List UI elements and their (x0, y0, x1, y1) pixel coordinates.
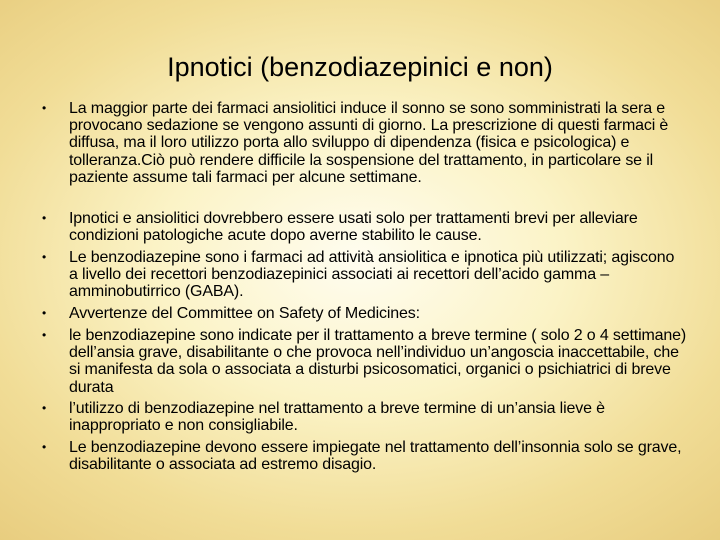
bullet-dot-icon: • (42, 440, 47, 454)
bullet-dot-icon: • (42, 250, 47, 264)
bullet-text: Ipnotici e ansiolitici dovrebbero essere usati solo per trattamenti brevi per alleviare condizioni patologiche acute dopo averne stabilito le cause. (69, 210, 638, 245)
bullet-dot-icon: • (42, 328, 47, 342)
bullet-text: Avvertenze del Committee on Safety of Medicines: (69, 305, 420, 322)
bullet-text: La maggior parte dei farmaci ansiolitici induce il sonno se sono somministrati la sera e provocano sedazione se vengono assunti di giorno. La prescrizione di questi farmaci è diffusa, ma il loro utilizzo porta allo sviluppo di dipendenza (fisica e psicologica) e tolleranza.Ciò può rendere difficile la sospensione del trattamento, in particolare se il paziente assume tali farmaci per alcune settimane. (69, 100, 669, 186)
bullet-dot-icon: • (42, 101, 47, 115)
bullet-text: Le benzodiazepine sono i farmaci ad attività ansiolitica e ipnotica più utilizzati; agiscono a livello dei recettori benzodiazepinici associati ai recettori dell’acido gamma – amminobutirrico (GABA). (69, 249, 675, 301)
bullet-text: l’utilizzo di benzodiazepine nel trattamento a breve termine di un’ansia lieve è inappropriato e non consigliabile. (69, 400, 605, 435)
bullet-dot-icon: • (42, 306, 47, 320)
slide-title: Ipnotici (benzodiazepinici e non) (167, 52, 553, 82)
bullet-dot-icon: • (42, 401, 47, 415)
bullet-text: Le benzodiazepine devono essere impiegate nel trattamento dell’insonnia solo se grave, disabilitante o associata ad estremo disagio. (69, 439, 682, 474)
bullet-dot-icon: • (42, 211, 47, 225)
bullet-text: le benzodiazepine sono indicate per il trattamento a breve termine ( solo 2 o 4 settimane) dell’ansia grave, disabilitante o che provoca nell’individuo un’angoscia inaccettabile, che si manifesta da sola o associata a disturbi psicosomatici, organici o psichiatrici di breve durata (69, 327, 687, 396)
